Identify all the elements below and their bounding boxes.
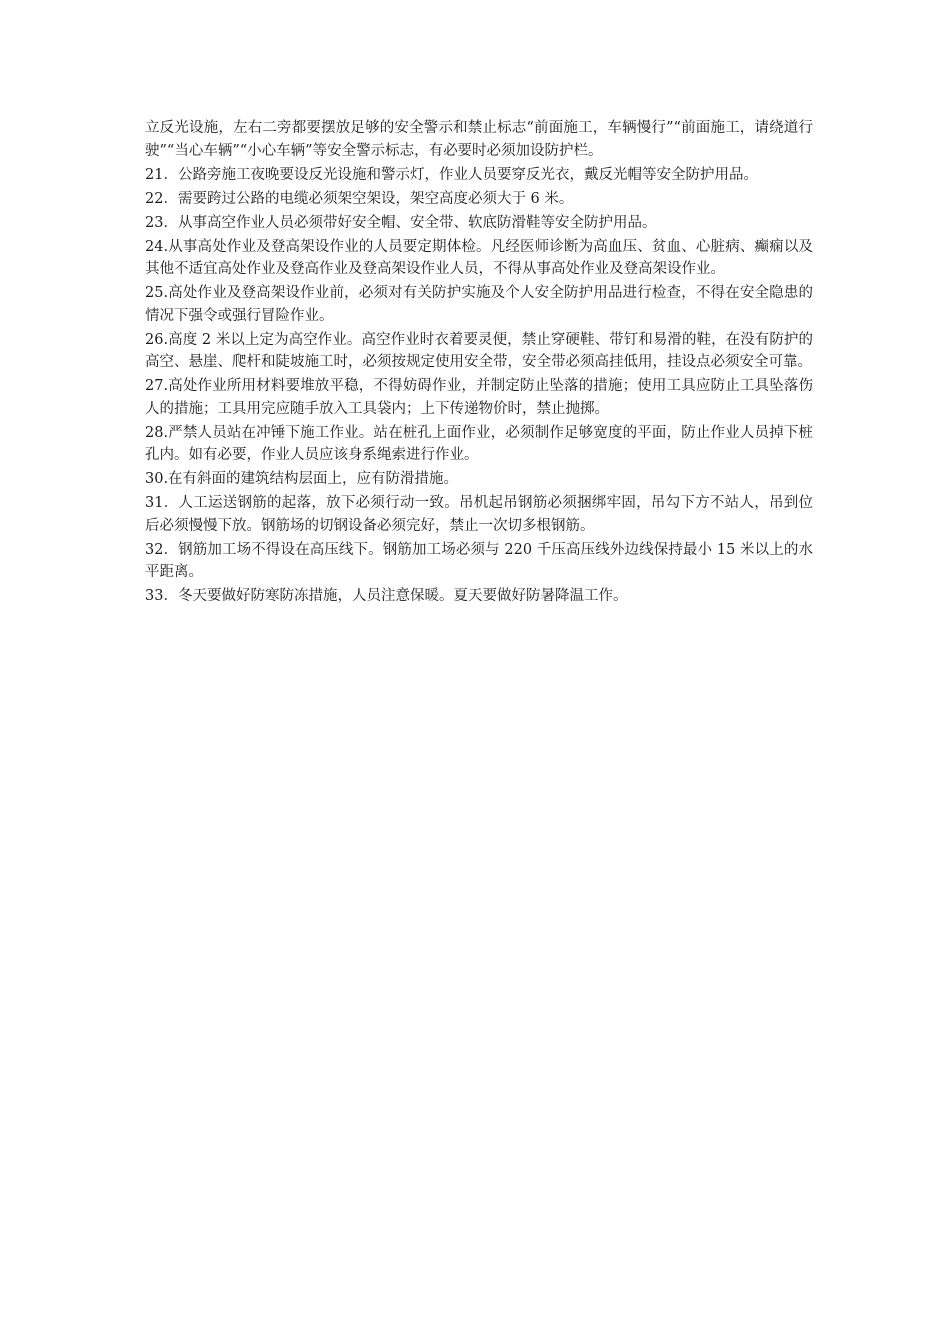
paragraph-item-27: 27.高处作业所用材料要堆放平稳，不得妨碍作业，并制定防止坠落的措施；使用工具应防止工具坠落伤人的措施；工具用完应随手放入工具袋内；上下传递物价时，禁止抛掷。 [145, 378, 813, 417]
paragraph-item-21: 21．公路旁施工夜晚要设反光设施和警示灯，作业人员要穿反光衣，戴反光帽等安全防护用品。 [145, 166, 758, 183]
paragraph-item-31: 31．人工运送钢筋的起落，放下必须行动一致。吊机起吊钢筋必须捆绑牢固，吊勾下方不站人，吊到位后必须慢慢下放。钢筋场的切钢设备必须完好，禁止一次切多根钢筋。 [145, 495, 813, 534]
document-body [145, 117, 813, 609]
paragraph-continuation: 立反光设施，左右二旁都要摆放足够的安全警示和禁止标志“前面施工，车辆慢行”“前面施工，请绕道行驶”“当心车辆”“小心车辆”等安全警示标志，有必要时必须加设防护栏。 [145, 120, 813, 159]
paragraph-item-22: 22．需要跨过公路的电缆必须架空架设，架空高度必须大于 6 米。 [145, 190, 574, 207]
paragraph-item-25: 25.高处作业及登高架设作业前，必须对有关防护实施及个人安全防护用品进行检查，不得在安全隐患的情况下强令或强行冒险作业。 [145, 285, 813, 324]
paragraph-item-23: 23．从事高空作业人员必须带好安全帽、安全带、软底防滑鞋等安全防护用品。 [145, 214, 657, 231]
paragraph-item-28: 28.严禁人员站在冲锤下施工作业。站在桩孔上面作业，必须制作足够宽度的平面，防止作业人员掉下桩孔内。如有必要，作业人员应该身系绳索进行作业。 [145, 424, 813, 463]
paragraph-item-33: 33．冬天要做好防寒防冻措施，人员注意保暖。夏天要做好防暑降温工作。 [145, 588, 628, 604]
paragraph-item-32: 32．钢筋加工场不得设在高压线下。钢筋加工场必须与 220 千压高压线外边线保持最小 15 米以上的水平距离。 [145, 541, 813, 580]
paragraph-item-30: 30.在有斜面的建筑结构层面上，应有防滑措施。 [145, 471, 459, 487]
paragraph-item-24: 24.从事高处作业及登高架设作业的人员要定期体检。凡经医师诊断为高血压、贫血、心脏病、癫痫以及其他不适宜高处作业及登高作业及登高架设作业人员，不得从事高处作业及登高架设作业。 [145, 238, 813, 277]
paragraph-item-26: 26.高度 2 米以上定为高空作业。高空作业时衣着要灵便，禁止穿硬鞋、带钉和易滑的鞋，在没有防护的高空、悬崖、爬杆和陡坡施工时，必须按规定使用安全带，安全带必须高挂低用，挂设点必须安全可靠。 [145, 331, 813, 370]
